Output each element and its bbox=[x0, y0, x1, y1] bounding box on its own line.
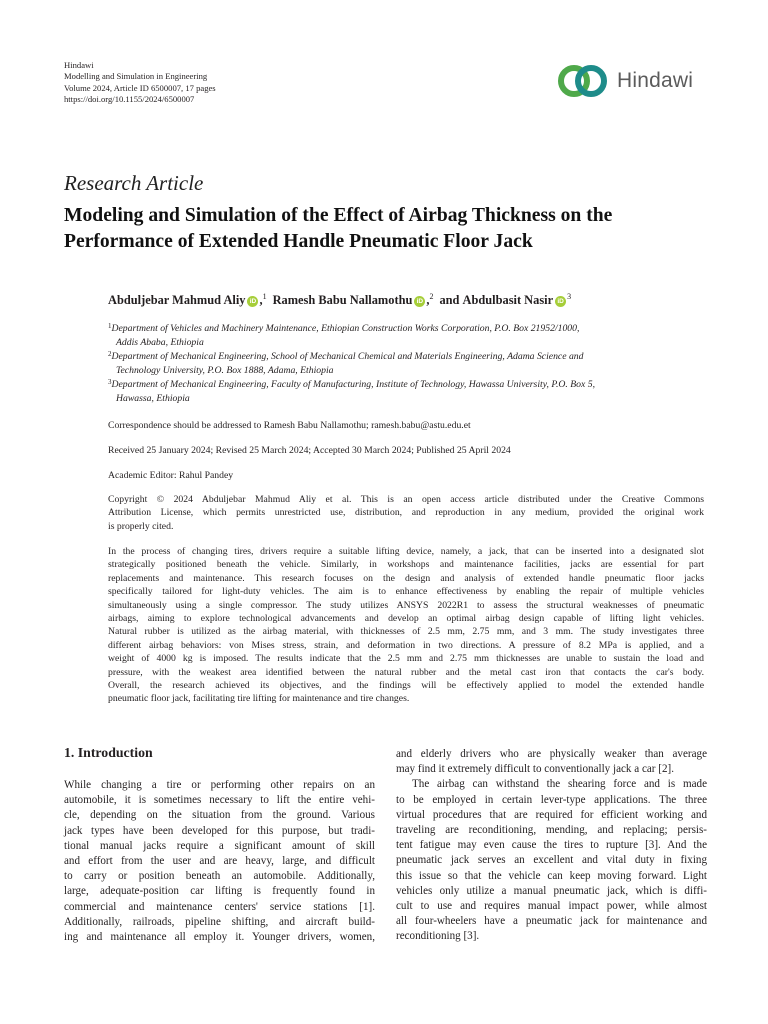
journal-name: Modelling and Simulation in Engineering bbox=[64, 71, 208, 82]
hindawi-logo bbox=[555, 62, 707, 100]
abstract: In the process of changing tires, drivers require a suitable lifting device, namely, a jack, that can be inserted into a designated slot strategically positioned beneath the vehicle. Similarly, in workshops and maintenance facilities, jacks are essential for part replacements and maintenance. This research focuses on the design and analysis of extended handle pneumatic floor jacks specifically tailored for light-duty vehicles. The aim is to enhance effectiveness by enabling the repair of multiple vehicles simultaneously using a single compressor. The study utilizes ANSYS 2022R1 to assess the structural weaknesses of pneumatic airbags, aiming to explore technological advancements and develop an optimal airbag design capable of lifting light vehicles. Natural rubber is utilized as the airbag material, with thicknesses of 2.5 mm, 2.75 mm, and 3 mm. The study investigates three different airbag behaviors: von Mises stress, strain, and deformation in two directions. A pressure of 8.2 MPa is applied, and a weight of 4000 kg is imposed. The results indicate that the 2.5 mm and 2.75 mm thicknesses are unable to sustain the load and pressure, with the weakest area identified between the natural rubber and the metal cast iron that contacts the car's body. Overall, the research achieved its objectives, and the findings will be effectively applied to model the extended handle pneumatic floor jack, facilitating tire lifting for maintenance and tire changes. bbox=[108, 546, 704, 705]
hindawi-logo-icon bbox=[555, 63, 611, 99]
author-name[interactable]: Abdulbasit Nasir bbox=[462, 293, 554, 307]
article-title bbox=[64, 203, 724, 254]
publisher-name: Hindawi bbox=[64, 60, 94, 70]
publication-dates: Received 25 January 2024; Revised 25 March 2024; Accepted 30 March 2024; Published 25 April 2024 bbox=[108, 445, 511, 456]
academic-editor: Academic Editor: Rahul Pandey bbox=[108, 470, 234, 481]
affiliation: $^2$Department of Mechanical Engineering, School of Mechanical Chemical and Materials Engineering, Adama Science and Technology University, P.O. Box 1888, Adama, Ethiopia bbox=[108, 350, 584, 377]
orcid-icon[interactable]: iD bbox=[414, 296, 425, 307]
journal-header bbox=[64, 60, 216, 106]
title-line: Modeling and Simulation of the Effect of Airbag Thickness on the bbox=[64, 205, 613, 226]
copyright-notice: Copyright © 2024 Abduljebar Mahmud Aliy et al. This is an open access article distributed under the Creative Commons Attribution License, which permits unrestricted use, distribution, and reproduction in any medium, provided the original work is properly cited. bbox=[108, 494, 704, 532]
affiliation-marker: 1 bbox=[262, 292, 267, 301]
orcid-icon[interactable]: iD bbox=[247, 296, 258, 307]
article-type: Research Article bbox=[64, 171, 204, 195]
right-column-text: and elderly drivers who are physically weaker than average may find it extremely difficult to conventionally jack a car [2]. The airbag can withstand the shearing force and is made to be employed in certain lever-type applications. The three virtual procedures that are required for efficient working and traveling are reconditioning, mending, and replacing; persis- tent fatigue may even cause the tires to rupture [3]. And the pneumatic jack serves an excellent and vital duty in fixing this issue so that the vehicle can keep moving forward. Light vehicles only utilize a manual pneumatic jack, which is diffi- cult to use and requires manual impact power, while almost all four-wheelers have a pneumatic jack for maintenance and reconditioning [3]. bbox=[396, 748, 707, 943]
title-line: Performance of Extended Handle Pneumatic Floor Jack bbox=[64, 230, 533, 252]
orcid-icon[interactable]: iD bbox=[555, 296, 566, 307]
affiliation-marker: 3 bbox=[567, 292, 572, 301]
section-heading: 1. Introduction bbox=[64, 745, 153, 760]
author-list: Abduljebar Mahmud Aliy iD , $^1$ Ramesh Babu Nallamothu iD , $^2$ and Abdulbasit Nasir iD $^3$ bbox=[108, 292, 572, 307]
volume-info: Volume 2024, Article ID 6500007, 17 pages bbox=[64, 82, 216, 93]
correspondence: Correspondence should be addressed to Ramesh Babu Nallamothu; ramesh.babu@astu.edu.et bbox=[108, 420, 471, 431]
left-column-text: While changing a tire or performing other repairs on an automobile, it is sometimes necessary to lift the entire vehi- cle, depending on the situation from the ground. Various jack types have been developed for this purpose, but tradi- tional manual jacks require a significant amount of skill and effort from the user and are heavy, large, and difficult to carry or position beneath an automobile. Additionally, large, adequate-position car lifting is frequently found in commercial and maintenance centers' service stations [1]. Additionally, railroads, pipeline shifting, and aircraft build- ing and maintenance all employ it. Younger drivers, women, bbox=[64, 779, 375, 944]
affiliation: $^1$Department of Vehicles and Machinery Maintenance, Ethiopian Construction Works Corporation, P.O. Box 21952/1000, Addis Ababa, Ethiopia bbox=[108, 322, 580, 349]
affiliation: $^3$Department of Mechanical Engineering, Faculty of Manufacturing, Institute of Technology, Hawassa University, P.O. Box 5, Hawassa, Ethiopia bbox=[108, 378, 596, 405]
affiliation-marker: 2 bbox=[429, 292, 434, 301]
logo-text: Hindawi bbox=[617, 69, 694, 92]
author-name[interactable]: Abduljebar Mahmud Aliy bbox=[108, 293, 246, 307]
doi-link[interactable]: https://doi.org/10.1155/2024/6500007 bbox=[64, 94, 195, 105]
author-name[interactable]: Ramesh Babu Nallamothu bbox=[272, 293, 413, 307]
